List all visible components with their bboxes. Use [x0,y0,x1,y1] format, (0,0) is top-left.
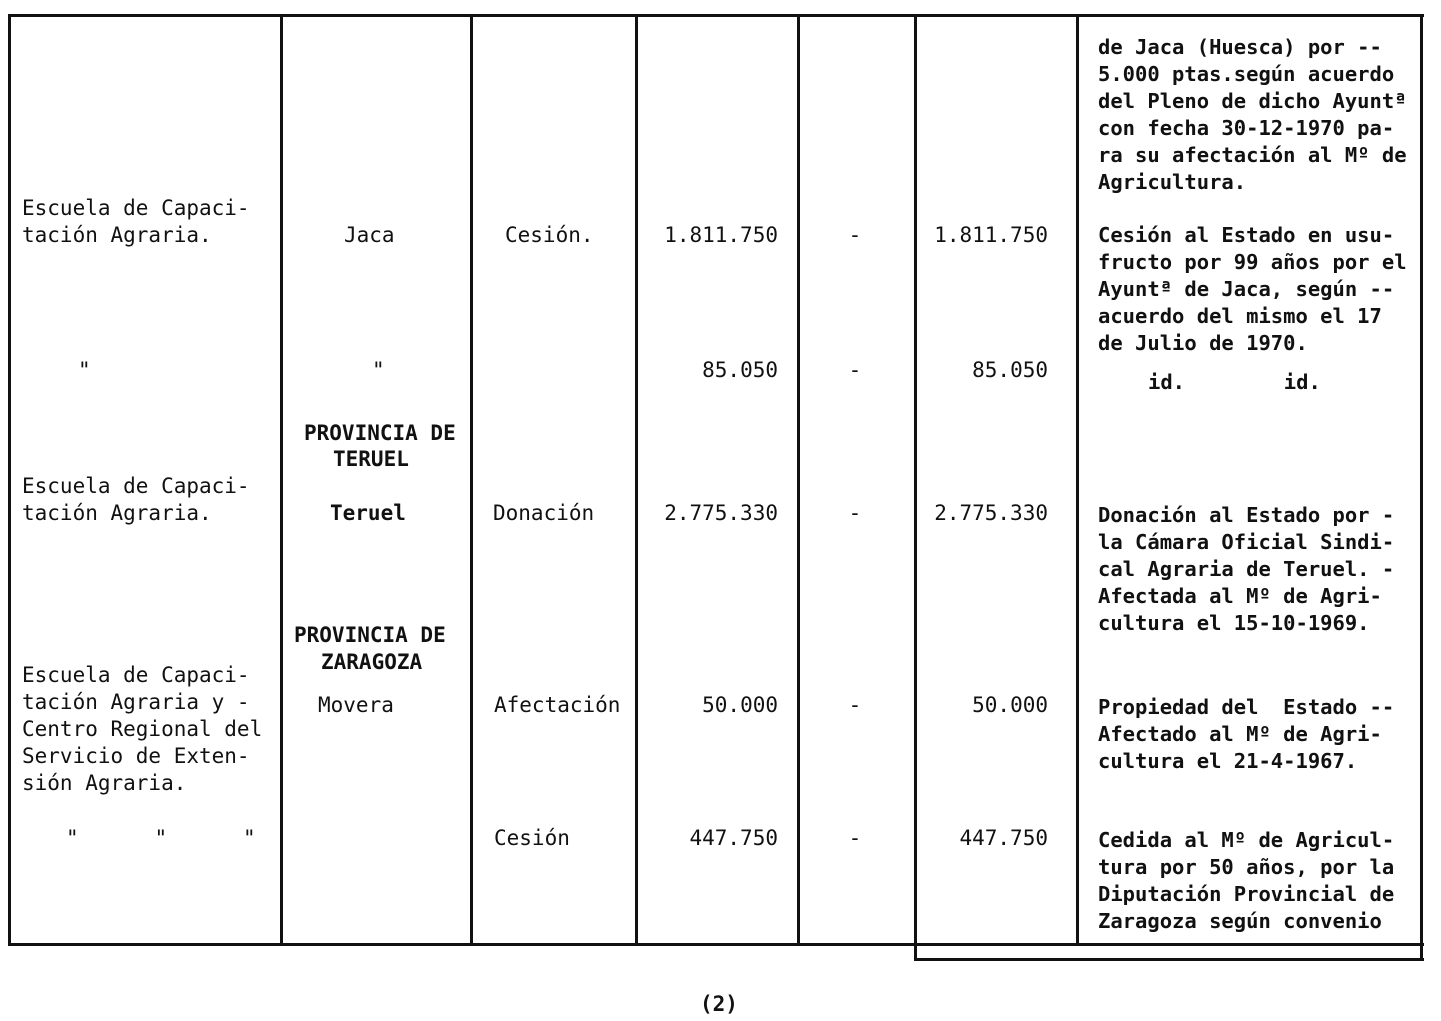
designation-row1-l1: tación Agraria. [22,223,212,247]
observation-row3-l0: Donación al Estado por - [1098,503,1395,527]
dash-row1: - [848,223,862,247]
observation-row1-l3: acuerdo del mismo el 17 [1098,304,1382,328]
observation-row1-l1: fructo por 99 años por el [1098,250,1407,274]
column-divider-4 [797,16,800,946]
designation-row4-l1: tación Agraria y - [22,690,250,714]
designation-row4-l2: Centro Regional del [22,717,263,741]
province-teruel-l1: TERUEL [333,447,409,471]
table-bottom-border [8,943,1424,946]
observation-row4-l0: Propiedad del Estado -- [1098,695,1395,719]
observation-row0-l1: 5.000 ptas.según acuerdo [1098,62,1395,86]
designation-row5-ditto: " " " [66,826,256,850]
observation-row4-l2: cultura el 21-4-1967. [1098,749,1358,773]
observation-row0-l2: del Pleno de dicho Ayuntª [1098,89,1407,113]
value2-row3: 2.775.330 [934,501,1048,525]
table-left-border [8,14,11,946]
designation-row3-l1: tación Agraria. [22,501,212,525]
observation-row1-l4: de Julio de 1970. [1098,331,1308,355]
province-zaragoza-l0: PROVINCIA DE [294,623,446,647]
page-number: (2) [700,992,738,1016]
observation-row0-l5: Agricultura. [1098,170,1247,194]
province-teruel-l0: PROVINCIA DE [304,421,456,445]
observation-row3-l3: Afectada al Mº de Agri- [1098,584,1382,608]
value1-row1: 1.811.750 [664,223,778,247]
province-zaragoza-l1: ZARAGOZA [321,650,423,674]
observation-row1-l0: Cesión al Estado en usu- [1098,223,1395,247]
value2-row2: 85.050 [972,358,1048,382]
observation-row5-l2: Diputación Provincial de [1098,882,1395,906]
table-right-border [1420,14,1423,960]
column-divider-6 [1076,16,1079,946]
designation-row1-l0: Escuela de Capaci- [22,196,250,220]
title-row5: Cesión [494,826,570,850]
observation-row1-l2: Ayuntª de Jaca, según -- [1098,277,1395,301]
locality-row4: Movera [318,693,394,717]
observation-row3-l1: la Cámara Oficial Sindi- [1098,530,1395,554]
column-divider-2 [470,16,473,946]
value2-row5: 447.750 [959,826,1048,850]
observation-row5-l3: Zaragoza según convenio [1098,909,1382,933]
column-divider-1 [280,16,283,946]
value1-row4: 50.000 [702,693,778,717]
value2-row4: 50.000 [972,693,1048,717]
table-top-border [8,14,1424,17]
table-bottom-border-outer [914,958,1424,961]
observation-row0-l4: ra su afectación al Mº de [1098,143,1407,167]
locality-row1: Jaca [344,223,395,247]
designation-row3-l0: Escuela de Capaci- [22,474,250,498]
value1-row2: 85.050 [702,358,778,382]
title-row3: Donación [493,501,595,525]
dash-row2: - [848,358,862,382]
dash-row3: - [848,501,862,525]
value2-row1: 1.811.750 [934,223,1048,247]
observation-row5-l0: Cedida al Mº de Agricul- [1098,828,1395,852]
observation-row5-l1: tura por 50 años, por la [1098,855,1395,879]
column-divider-3 [635,16,638,946]
observation-row2-l0: id. id. [1148,370,1321,394]
locality-row3: Teruel [330,501,406,525]
dash-row4: - [848,693,862,717]
observation-row4-l1: Afectado al Mº de Agri- [1098,722,1382,746]
value1-row3: 2.775.330 [664,501,778,525]
column-divider-5 [914,16,917,959]
designation-row2-ditto: " [78,358,91,382]
designation-row4-l3: Servicio de Exten- [22,744,250,768]
designation-row4-l0: Escuela de Capaci- [22,663,250,687]
observation-row3-l4: cultura el 15-10-1969. [1098,611,1370,635]
observation-row0-l3: con fecha 30-12-1970 pa- [1098,116,1395,140]
observation-row3-l2: cal Agraria de Teruel. - [1098,557,1395,581]
title-row4: Afectación [494,693,621,717]
title-row1: Cesión. [505,223,594,247]
observation-row0-l0: de Jaca (Huesca) por -- [1098,35,1382,59]
locality-row2-ditto: " [372,358,385,382]
value1-row5: 447.750 [689,826,778,850]
dash-row5: - [848,826,862,850]
designation-row4-l4: sión Agraria. [22,771,187,795]
